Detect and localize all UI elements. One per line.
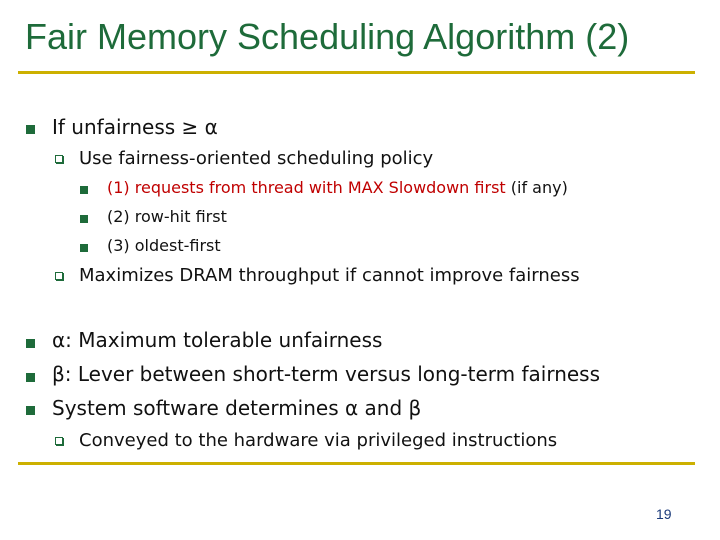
bullet-system-software: System software determines α and β xyxy=(52,396,422,420)
small-green-square-bullet-icon xyxy=(80,244,88,252)
bullet-use-policy: Use fairness-oriented scheduling policy xyxy=(79,148,434,169)
bullet-requests-max-slowdown xyxy=(107,178,568,197)
text-tail: (if any) xyxy=(505,178,568,197)
bullet-conveyed: Conveyed to the hardware via privileged instructions xyxy=(79,430,558,451)
green-square-bullet-icon xyxy=(26,406,35,415)
page-title: Fair Memory Scheduling Algorithm (2) xyxy=(25,16,630,57)
bullet-oldest: (3) oldest-first xyxy=(107,236,221,255)
bullet-row-hit: (2) row-hit first xyxy=(107,207,227,226)
green-square-bullet-icon xyxy=(26,339,35,348)
hollow-square-bullet-icon xyxy=(55,437,63,445)
green-square-bullet-icon xyxy=(26,125,35,134)
bullet-maximizes: Maximizes DRAM throughput if cannot improve fairness xyxy=(79,265,580,286)
bullet-beta: β: Lever between short-term versus long-term fairness xyxy=(52,362,601,386)
hollow-square-bullet-icon xyxy=(55,155,63,163)
bullet-alpha: α: Maximum tolerable unfairness xyxy=(52,328,383,352)
bullet-if-unfairness: If unfairness ≥ α xyxy=(52,115,218,139)
footer-divider xyxy=(18,462,695,465)
hollow-square-bullet-icon xyxy=(55,272,63,280)
small-green-square-bullet-icon xyxy=(80,215,88,223)
title-divider xyxy=(18,71,695,74)
green-square-bullet-icon xyxy=(26,373,35,382)
small-green-square-bullet-icon xyxy=(80,186,88,194)
page-number: 19 xyxy=(656,506,672,522)
highlighted-text: (1) requests from thread with MAX Slowdown first xyxy=(107,178,506,197)
